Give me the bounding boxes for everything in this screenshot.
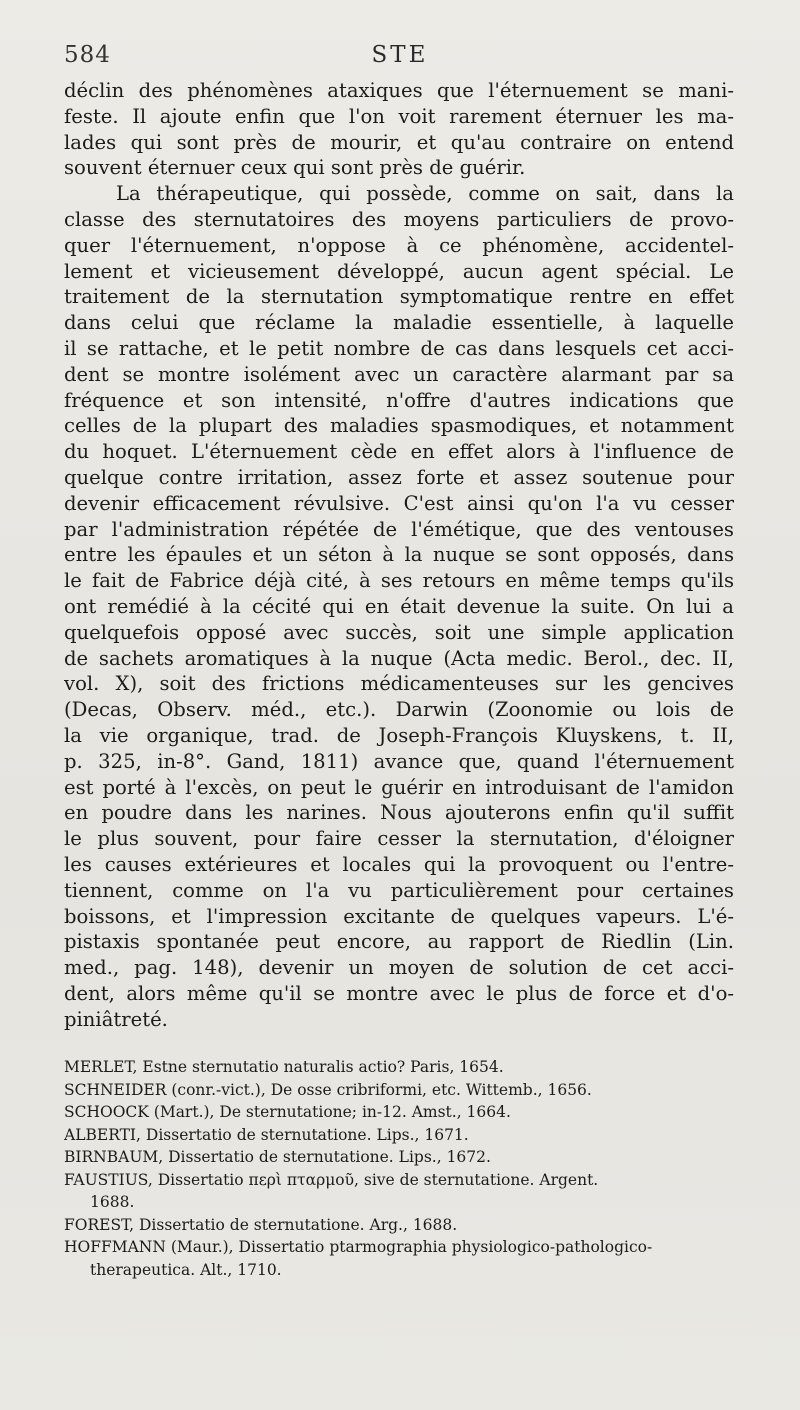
- text-line: devenir efficacement révulsive. C'est ainsi qu'on l'a vu cesser: [64, 491, 734, 515]
- page-header: [64, 42, 736, 82]
- text-line: vol. X), soit des frictions médicamenteuses sur les gencives: [64, 672, 734, 696]
- text-line: La thérapeutique, qui possède, comme on sait, dans la: [116, 182, 734, 206]
- bibliography-entry: HOFFMANN (Maur.), Dissertatio ptarmographia physiologico-pathologico-: [64, 1238, 653, 1256]
- text-line: piniâtreté.: [64, 1007, 168, 1031]
- bibliography-entry-continuation: therapeutica. Alt., 1710.: [90, 1260, 282, 1279]
- bibliography-entry: FAUSTIUS, Dissertatio περὶ πταρμοῦ, sive de sternutatione. Argent.: [64, 1170, 599, 1189]
- text-line: en poudre dans les narines. Nous ajouterons enfin qu'il suffit: [64, 801, 734, 825]
- text-line: souvent éternuer ceux qui sont près de guérir.: [64, 156, 526, 180]
- bibliography-entry: SCHOOCK (Mart.), De sternutatione; in-12. Amst., 1664.: [64, 1103, 511, 1121]
- text-line: du hoquet. L'éternuement cède en effet alors à l'influence de: [64, 440, 734, 464]
- text-line: feste. Il ajoute enfin que l'on voit rarement éternuer les ma-: [64, 104, 734, 128]
- text-line: classe des sternutatoires des moyens particuliers de provo-: [64, 207, 734, 231]
- text-line: dent, alors même qu'il se montre avec le plus de force et d'o-: [64, 981, 734, 1005]
- text-line: ont remédié à la cécité qui en était devenue la suite. On lui a: [64, 594, 734, 618]
- text-line: dans celui que réclame la maladie essentielle, à laquelle: [64, 311, 734, 335]
- running-head: STE: [371, 42, 429, 68]
- text-line: les causes extérieures et locales qui la provoquent ou l'entre-: [64, 852, 734, 876]
- bibliography: [64, 1056, 740, 1281]
- text-line: traitement de la sternutation symptomatique rentre en effet: [64, 285, 734, 309]
- text-line: p. 325, in-8°. Gand, 1811) avance que, quand l'éternuement: [64, 749, 734, 773]
- text-line: déclin des phénomènes ataxiques que l'éternuement se mani-: [64, 79, 734, 102]
- text-line: lades qui sont près de mourir, et qu'au contraire on entend: [64, 130, 734, 154]
- text-line: il se rattache, et le petit nombre de cas dans lesquels cet acci-: [64, 336, 734, 360]
- bibliography-entry: FOREST, Dissertatio de sternutatione. Arg., 1688.: [64, 1215, 458, 1234]
- text-line: la vie organique, trad. de Joseph-François Kluyskens, t. II,: [64, 723, 734, 747]
- page-number: 584: [64, 42, 111, 68]
- bibliography-entry: ALBERTI, Dissertatio de sternutatione. Lips., 1671.: [64, 1125, 469, 1144]
- text-line: lement et vicieusement développé, aucun agent spécial. Le: [64, 259, 734, 283]
- bibliography-entry-continuation: 1688.: [90, 1193, 135, 1211]
- text-line: celles de la plupart des maladies spasmodiques, et notamment: [64, 414, 734, 438]
- text-line: par l'administration répétée de l'émétique, que des ventouses: [64, 517, 734, 541]
- text-line: (Decas, Observ. méd., etc.). Darwin (Zoonomie ou lois de: [64, 698, 734, 722]
- text-line: boissons, et l'impression excitante de quelques vapeurs. L'é-: [64, 904, 734, 928]
- text-line: entre les épaules et un séton à la nuque se sont opposés, dans: [64, 543, 734, 567]
- text-line: dent se montre isolément avec un caractère alarmant par sa: [64, 362, 734, 386]
- bibliography-entry: SCHNEIDER (conr.-vict.), De osse cribriformi, etc. Wittemb., 1656.: [64, 1080, 592, 1099]
- main-text: [64, 78, 734, 1032]
- text-line: tiennent, comme on l'a vu particulièrement pour certaines: [64, 878, 734, 902]
- text-line: fréquence et son intensité, n'offre d'autres indications que: [64, 388, 734, 412]
- text-line: est porté à l'excès, on peut le guérir en introduisant de l'amidon: [64, 775, 734, 799]
- text-line: quelque contre irritation, assez forte et assez soutenue pour: [64, 465, 734, 489]
- text-line: pistaxis spontanée peut encore, au rapport de Riedlin (Lin.: [64, 930, 734, 954]
- bibliography-entry: MERLET, Estne sternutatio naturalis actio? Paris, 1654.: [64, 1058, 504, 1076]
- text-line: med., pag. 148), devenir un moyen de solution de cet acci-: [64, 956, 734, 980]
- text-line: quer l'éternuement, n'oppose à ce phénomène, accidentel-: [64, 233, 734, 257]
- bibliography-entry: BIRNBAUM, Dissertatio de sternutatione. Lips., 1672.: [64, 1148, 491, 1166]
- text-line: de sachets aromatiques à la nuque (Acta medic. Berol., dec. II,: [64, 646, 734, 670]
- text-line: quelquefois opposé avec succès, soit une simple application: [64, 620, 734, 644]
- text-line: le fait de Fabrice déjà cité, à ses retours en même temps qu'ils: [64, 569, 734, 593]
- text-line: le plus souvent, pour faire cesser la sternutation, d'éloigner: [64, 827, 734, 851]
